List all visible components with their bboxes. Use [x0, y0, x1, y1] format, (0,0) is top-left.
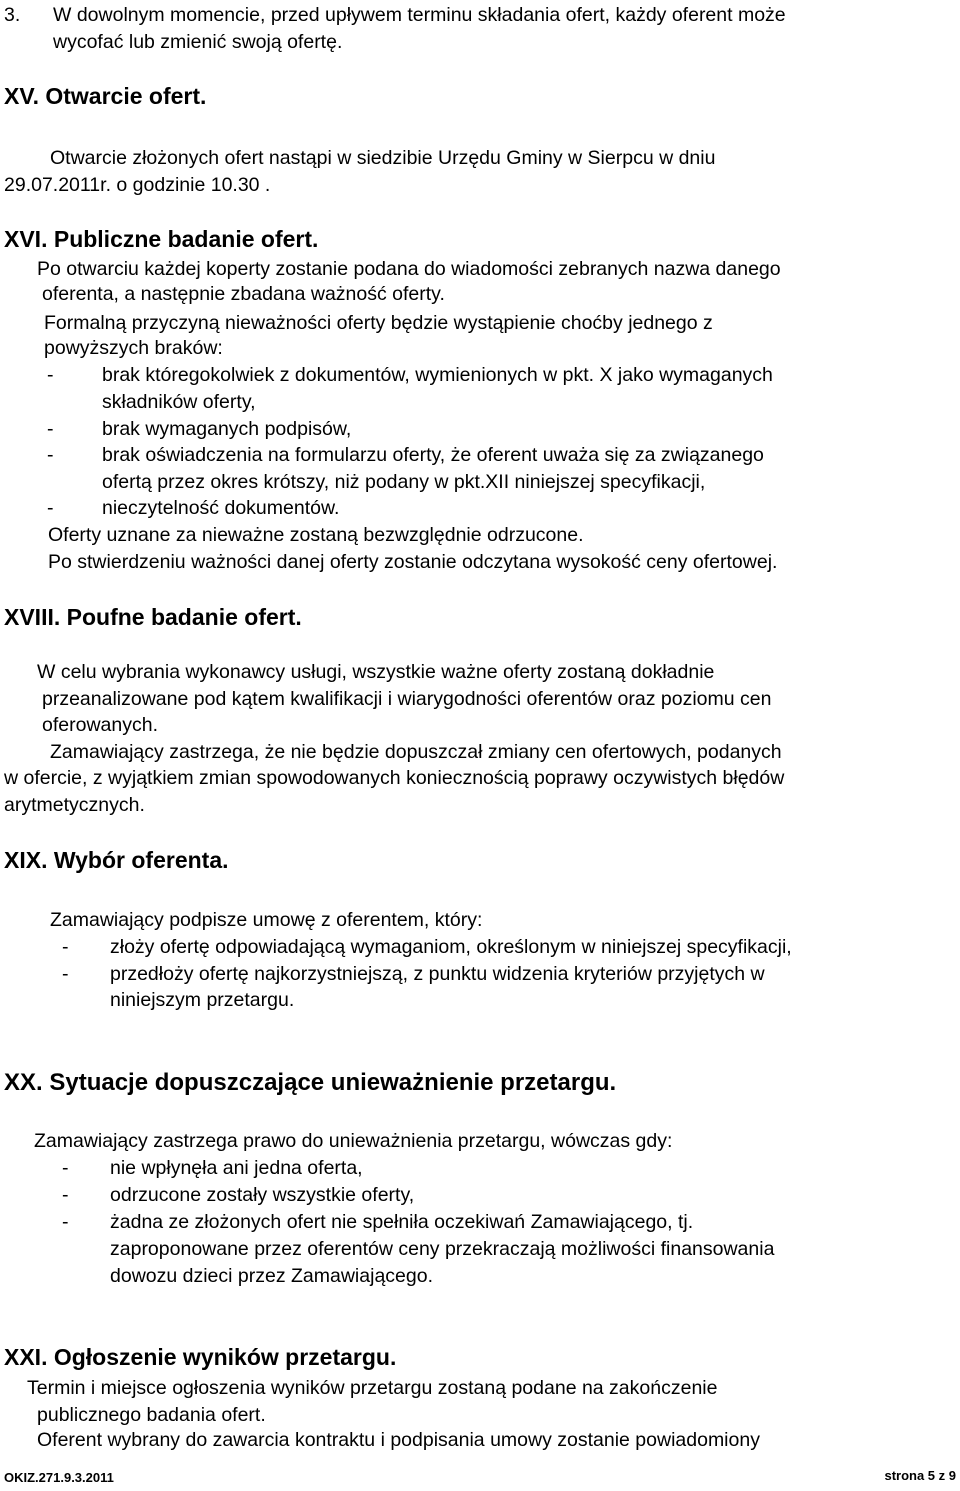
paragraph-line: w ofercie, z wyjątkiem zmian spowodowanych koniecznością poprawy oczywistych błędów: [4, 767, 785, 789]
section-heading-xv: XV. Otwarcie ofert.: [4, 83, 207, 109]
list-item: brak któregokolwiek z dokumentów, wymienionych w pkt. X jako wymaganych: [102, 364, 773, 386]
paragraph-line: Termin i miejsce ogłoszenia wyników przetargu zostaną podane na zakończenie: [27, 1377, 718, 1399]
list-item: składników oferty,: [102, 391, 256, 413]
bullet-dash: -: [62, 1184, 69, 1206]
paragraph-line: arytmetycznych.: [4, 794, 145, 816]
paragraph-line: wycofać lub zmienić swoją ofertę.: [53, 31, 343, 53]
paragraph-line: Po otwarciu każdej koperty zostanie podana do wiadomości zebranych nazwa danego: [37, 258, 781, 280]
section-heading-xvi: XVI. Publiczne badanie ofert.: [4, 226, 319, 252]
paragraph-line: przeanalizowane pod kątem kwalifikacji i wiarygodności oferentów oraz poziomu cen: [42, 688, 772, 710]
list-item: przedłoży ofertę najkorzystniejszą, z punktu widzenia kryteriów przyjętych w: [110, 963, 765, 985]
list-item: odrzucone zostały wszystkie oferty,: [110, 1184, 415, 1206]
paragraph-line: Zamawiający zastrzega prawo do unieważnienia przetargu, wówczas gdy:: [34, 1130, 673, 1152]
paragraph-line: W dowolnym momencie, przed upływem terminu składania ofert, każdy oferent może: [53, 4, 786, 26]
bullet-dash: -: [62, 936, 69, 958]
paragraph-line: W celu wybrania wykonawcy usługi, wszystkie ważne oferty zostaną dokładnie: [37, 661, 715, 683]
bullet-dash: -: [62, 963, 69, 985]
section-heading-xx: XX. Sytuacje dopuszczające unieważnienie przetargu.: [4, 1069, 617, 1096]
paragraph-line: 29.07.2011r. o godzinie 10.30 .: [4, 174, 271, 196]
paragraph-line: Zamawiający zastrzega, że nie będzie dopuszczał zmiany cen ofertowych, podanych: [50, 741, 782, 763]
paragraph-line: Otwarcie złożonych ofert nastąpi w siedzibie Urzędu Gminy w Sierpcu w dniu: [50, 147, 716, 169]
list-item: niniejszym przetargu.: [110, 989, 295, 1011]
paragraph-line: Formalną przyczyną nieważności oferty będzie wystąpienie choćby jednego z: [44, 312, 713, 334]
section-heading-xxi: XXI. Ogłoszenie wyników przetargu.: [4, 1344, 397, 1370]
paragraph-line: Po stwierdzeniu ważności danej oferty zostanie odczytana wysokość ceny ofertowej.: [48, 551, 778, 573]
list-item: brak wymaganych podpisów,: [102, 418, 352, 440]
list-item: nie wpłynęła ani jedna oferta,: [110, 1157, 363, 1179]
list-item: żadna ze złożonych ofert nie spełniła oczekiwań Zamawiającego, tj.: [110, 1211, 694, 1233]
paragraph-line: oferowanych.: [42, 714, 158, 736]
paragraph-line: oferenta, a następnie zbadana ważność oferty.: [42, 283, 445, 305]
paragraph-line: Oferent wybrany do zawarcia kontraktu i podpisania umowy zostanie powiadomiony: [37, 1429, 760, 1451]
bullet-dash: -: [47, 364, 54, 386]
list-item: brak oświadczenia na formularzu oferty, że oferent uważa się za związanego: [102, 444, 764, 466]
list-item: złoży ofertę odpowiadającą wymaganiom, określonym w niniejszej specyfikacji,: [110, 936, 792, 958]
list-number: 3.: [4, 4, 21, 26]
list-item: nieczytelność dokumentów.: [102, 497, 340, 519]
paragraph-line: Zamawiający podpisze umowę z oferentem, który:: [50, 909, 483, 931]
paragraph-line: publicznego badania ofert.: [37, 1404, 266, 1426]
list-item: zaproponowane przez oferentów ceny przekraczają możliwości finansowania: [110, 1238, 775, 1260]
paragraph-line: powyższych braków:: [44, 337, 223, 359]
document-reference: OKIZ.271.9.3.2011: [4, 1470, 114, 1485]
page-number: strona 5 z 9: [884, 1468, 956, 1483]
list-item: ofertą przez okres krótszy, niż podany w pkt.XII niniejszej specyfikacji,: [102, 471, 706, 493]
bullet-dash: -: [47, 444, 54, 466]
bullet-dash: -: [62, 1157, 69, 1179]
list-item: dowozu dzieci przez Zamawiającego.: [110, 1265, 433, 1287]
bullet-dash: -: [47, 497, 54, 519]
section-heading-xviii: XVIII. Poufne badanie ofert.: [4, 604, 302, 630]
section-heading-xix: XIX. Wybór oferenta.: [4, 847, 229, 873]
bullet-dash: -: [62, 1211, 69, 1233]
bullet-dash: -: [47, 418, 54, 440]
paragraph-line: Oferty uznane za nieważne zostaną bezwzględnie odrzucone.: [48, 524, 584, 546]
